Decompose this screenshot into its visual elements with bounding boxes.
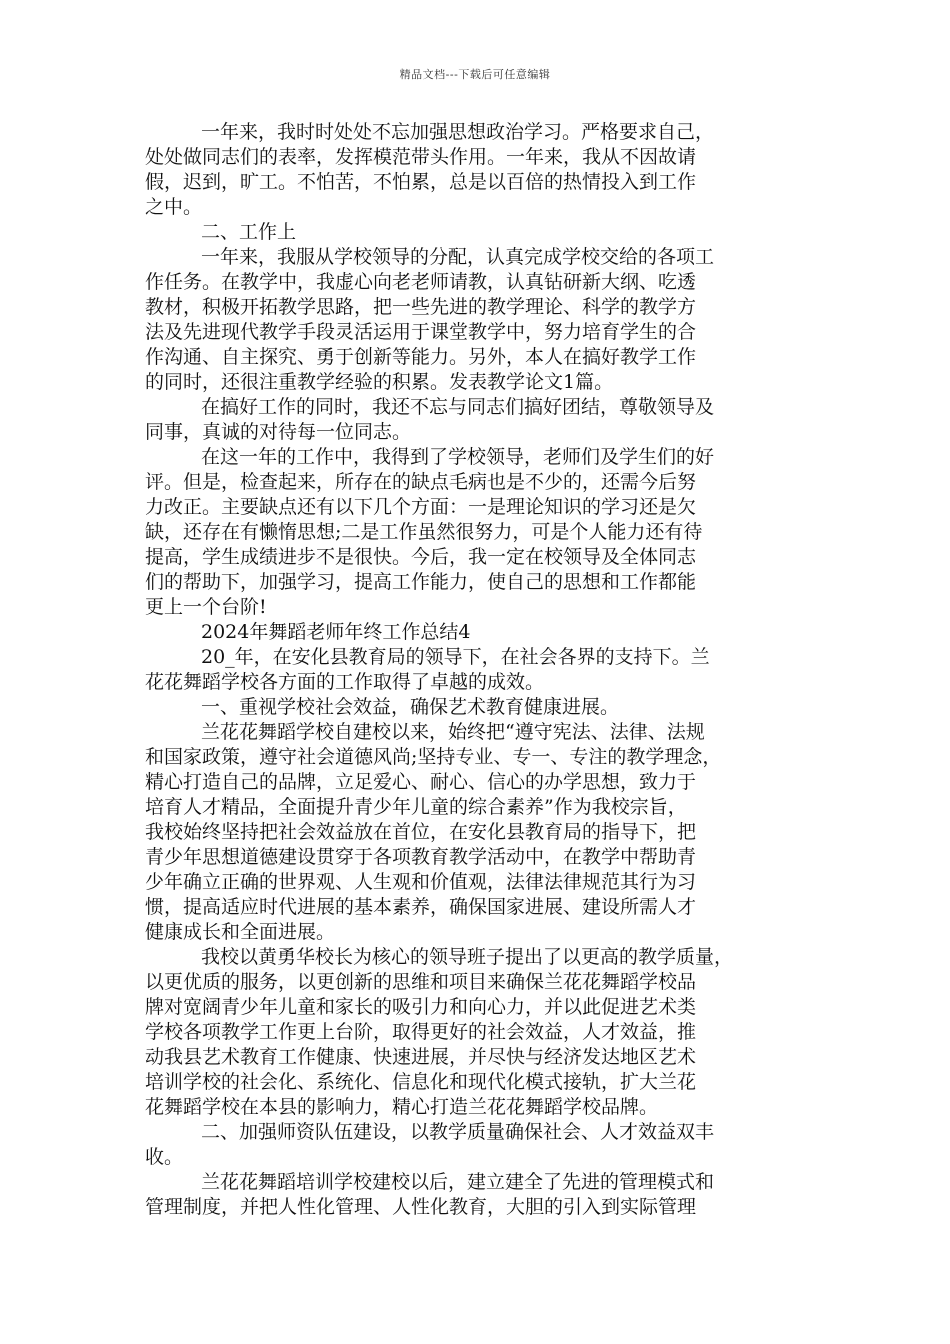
text-line: 管理制度，并把人性化管理、人性化教育，大胆的引入到实际管理 [145, 1196, 697, 1218]
text-line: 力改正。主要缺点还有以下几个方面：一是理论知识的学习还是欠 [145, 496, 697, 518]
text-line: 二、工作上 [201, 221, 297, 243]
text-line: 学校各项教学工作更上台阶，取得更好的社会效益，人才效益，推 [145, 1021, 697, 1043]
document-body [145, 120, 810, 1220]
text-line: 在搞好工作的同时，我还不忘与同志们搞好团结，尊敬领导及 [201, 396, 715, 418]
text-line: 20_年，在安化县教育局的领导下，在社会各界的支持下。兰 [201, 646, 710, 668]
text-line: 少年确立正确的世界观、人生观和价值观，法律法律规范其行为习 [145, 871, 697, 893]
text-line: 以更优质的服务，以更创新的思维和项目来确保兰花花舞蹈学校品 [145, 971, 697, 993]
text-line: 的同时，还很注重教学经验的积累。发表教学论文1篇。 [145, 371, 614, 393]
text-line: 花舞蹈学校在本县的影响力，精心打造兰花花舞蹈学校品牌。 [145, 1096, 659, 1118]
text-line: 我校始终坚持把社会效益放在首位，在安化县教育局的指导下，把 [145, 821, 697, 843]
text-line: 培育人才精品，全面提升青少年儿童的综合素养”作为我校宗旨， [145, 796, 687, 818]
text-line: 教材，积极开拓教学思路，把一些先进的教学理论、科学的教学方 [145, 296, 697, 318]
text-line: 作沟通、自主探究、勇于创新等能力。另外，本人在搞好教学工作 [145, 346, 697, 368]
text-line: 我校以黄勇华校长为核心的领导班子提出了以更高的教学质量， [201, 946, 734, 968]
text-line: 一年来，我服从学校领导的分配，认真完成学校交给的各项工 [201, 246, 715, 268]
text-line: 在这一年的工作中，我得到了学校领导，老师们及学生们的好 [201, 446, 715, 468]
text-line: 假，迟到，旷工。不怕苦，不怕累，总是以百倍的热情投入到工作 [145, 171, 697, 193]
text-line: 同事，真诚的对待每一位同志。 [145, 421, 412, 443]
text-line: 青少年思想道德建设贯穿于各项教育教学活动中，在教学中帮助青 [145, 846, 697, 868]
text-line: 们的帮助下，加强学习，提高工作能力，使自己的思想和工作都能 [145, 571, 697, 593]
text-line: 更上一个台阶! [145, 596, 267, 618]
text-line: 兰花花舞蹈培训学校建校以后，建立建全了先进的管理模式和 [201, 1171, 715, 1193]
text-line: 惯，提高适应时代进展的基本素养，确保国家进展、建设所需人才 [145, 896, 697, 918]
text-line: 二、加强师资队伍建设，以教学质量确保社会、人才效益双丰 [201, 1121, 715, 1143]
text-line: 花花舞蹈学校各方面的工作取得了卓越的成效。 [145, 671, 545, 693]
text-line: 2024年舞蹈老师年终工作总结4 [201, 621, 471, 643]
text-line: 兰花花舞蹈学校自建校以来，始终把“遵守宪法、法律、法规 [201, 721, 705, 743]
text-line: 一、重视学校社会效益，确保艺术教育健康进展。 [201, 696, 620, 718]
text-line: 之中。 [145, 196, 203, 218]
text-line: 精心打造自己的品牌，立足爱心、耐心、信心的办学思想，致力于 [145, 771, 697, 793]
text-line: 处处做同志们的表率，发挥模范带头作用。一年来，我从不因故请 [145, 146, 697, 168]
text-line: 评。但是，检查起来，所存在的缺点毛病也是不少的，还需今后努 [145, 471, 697, 493]
text-line: 收。 [145, 1146, 184, 1168]
text-line: 健康成长和全面进展。 [145, 921, 336, 943]
text-line: 提高，学生成绩进步不是很快。今后，我一定在校领导及全体同志 [145, 546, 697, 568]
text-line: 培训学校的社会化、系统化、信息化和现代化模式接轨，扩大兰花 [145, 1071, 697, 1093]
text-line: 牌对宽阔青少年儿童和家长的吸引力和向心力，并以此促进艺术类 [145, 996, 697, 1018]
text-line: 动我县艺术教育工作健康、快速进展，并尽快与经济发达地区艺术 [145, 1046, 697, 1068]
text-line: 一年来，我时时处处不忘加强思想政治学习。严格要求自己， [201, 121, 715, 143]
text-line: 法及先进现代教学手段灵活运用于课堂教学中，努力培育学生的合 [145, 321, 697, 343]
text-line: 缺，还存在有懒惰思想;二是工作虽然很努力，可是个人能力还有待 [145, 521, 703, 543]
text-line: 作任务。在教学中，我虚心向老老师请教，认真钻研新大纲、吃透 [145, 271, 697, 293]
text-line: 和国家政策，遵守社会道德风尚;坚持专业、专一、专注的教学理念， [145, 746, 722, 768]
page-header: 精品文档---下载后可任意编辑 [399, 68, 551, 81]
